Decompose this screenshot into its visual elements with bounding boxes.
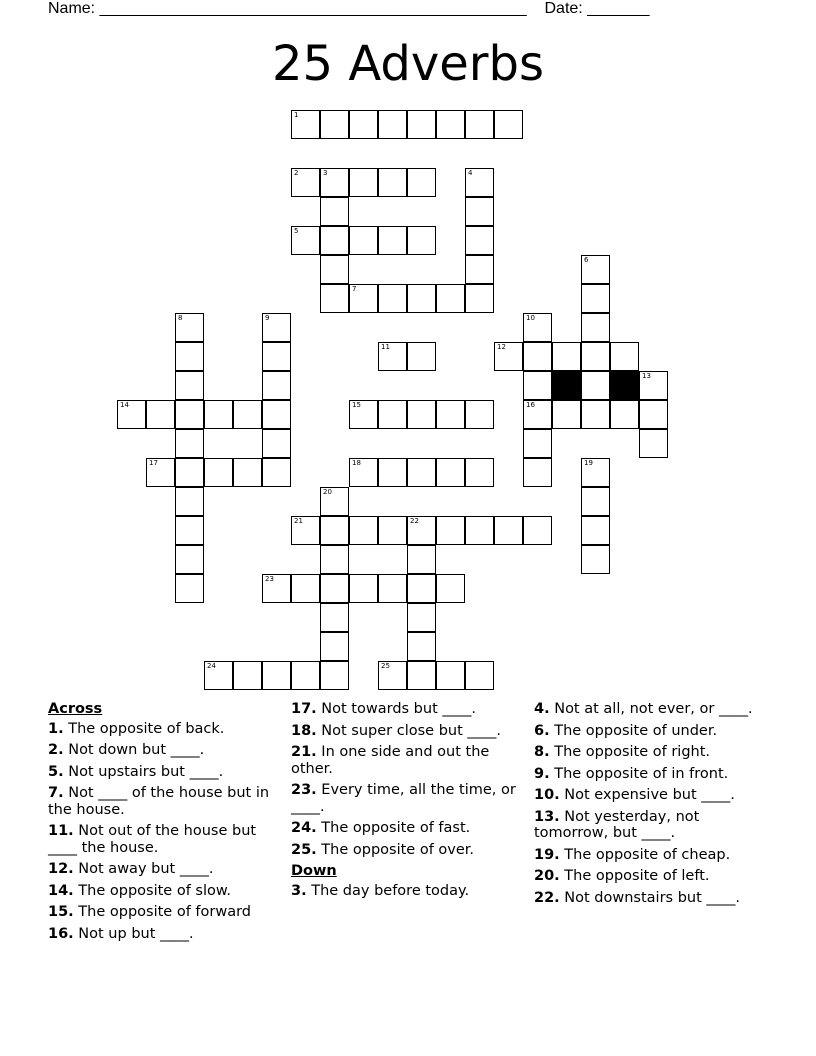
clue-number: 5	[294, 227, 299, 235]
answer-square[interactable]	[436, 574, 465, 603]
answer-square[interactable]	[407, 110, 436, 139]
answer-square[interactable]	[291, 574, 320, 603]
clue-number: 21	[294, 517, 303, 525]
answer-square[interactable]	[465, 284, 494, 313]
clue-down-6: 6. The opposite of under.	[534, 722, 718, 739]
answer-square[interactable]	[378, 516, 407, 545]
clue-across-21: 21. In one side and out the other.	[291, 744, 490, 777]
clue-across-1: 1. The opposite of back.	[48, 720, 225, 737]
answer-square[interactable]	[175, 429, 204, 458]
answer-square[interactable]	[639, 371, 668, 400]
clue-number: 24	[207, 662, 216, 670]
answer-square[interactable]	[523, 400, 552, 429]
answer-square[interactable]	[378, 661, 407, 690]
clue-number: 1	[294, 111, 299, 119]
answer-square[interactable]	[320, 516, 349, 545]
clue-number: 16	[526, 401, 535, 409]
answer-square[interactable]	[349, 284, 378, 313]
answer-square[interactable]	[233, 458, 262, 487]
answer-square[interactable]	[175, 313, 204, 342]
answer-square[interactable]	[204, 458, 233, 487]
clue-number: 6	[584, 256, 589, 264]
answer-square[interactable]	[581, 284, 610, 313]
answer-square[interactable]	[436, 400, 465, 429]
clue-number: 22	[410, 517, 419, 525]
answer-square[interactable]	[436, 284, 465, 313]
answer-square[interactable]	[291, 516, 320, 545]
answer-square[interactable]	[349, 516, 378, 545]
answer-square[interactable]	[523, 313, 552, 342]
answer-square[interactable]	[407, 226, 436, 255]
clue-across-14: 14. The opposite of slow.	[48, 882, 231, 899]
clue-down-4: 4. Not at all, not ever, or ____.	[534, 701, 753, 717]
answer-square[interactable]	[175, 371, 204, 400]
answer-square[interactable]	[291, 226, 320, 255]
clue-number: 13	[642, 372, 651, 380]
answer-square[interactable]	[465, 197, 494, 226]
clue-number: 20	[323, 488, 332, 496]
answer-square[interactable]	[349, 226, 378, 255]
answer-square[interactable]	[320, 255, 349, 284]
answer-square[interactable]	[581, 342, 610, 371]
answer-square[interactable]	[465, 226, 494, 255]
answer-square[interactable]	[552, 400, 581, 429]
answer-square[interactable]	[494, 516, 523, 545]
clue-across-18: 18. Not super close but ____.	[291, 722, 502, 739]
page-title: 25 Adverbs	[272, 36, 544, 92]
clue-across-7: 7. Not ____ of the house but in the house.	[48, 785, 270, 818]
answer-square[interactable]	[436, 516, 465, 545]
answer-square[interactable]	[378, 226, 407, 255]
answer-square[interactable]	[465, 661, 494, 690]
answer-square[interactable]	[465, 168, 494, 197]
answer-square[interactable]	[349, 168, 378, 197]
answer-square[interactable]	[291, 110, 320, 139]
answer-square[interactable]	[465, 110, 494, 139]
answer-square[interactable]	[523, 371, 552, 400]
answer-square[interactable]	[523, 516, 552, 545]
clue-across-16: 16. Not up but ____.	[48, 925, 194, 942]
answer-square[interactable]	[610, 400, 639, 429]
answer-square[interactable]	[407, 632, 436, 661]
clue-number: 10	[526, 314, 535, 322]
answer-square[interactable]	[581, 516, 610, 545]
answer-square[interactable]	[407, 545, 436, 574]
answer-square[interactable]	[320, 197, 349, 226]
answer-square[interactable]	[175, 400, 204, 429]
clue-number: 14	[120, 401, 129, 409]
answer-square[interactable]	[146, 400, 175, 429]
clue-down-20: 20. The opposite of left.	[534, 868, 710, 884]
answer-square[interactable]	[233, 400, 262, 429]
answer-square[interactable]	[494, 342, 523, 371]
answer-square[interactable]	[581, 458, 610, 487]
clue-down-9: 9. The opposite of in front.	[534, 765, 729, 782]
answer-square[interactable]	[407, 168, 436, 197]
answer-square[interactable]	[581, 487, 610, 516]
date-label: Date:	[544, 0, 583, 17]
shaded-square	[552, 371, 581, 400]
clue-across-5: 5. Not upstairs but ____.	[48, 763, 224, 780]
answer-square[interactable]	[262, 313, 291, 342]
answer-square[interactable]	[581, 313, 610, 342]
answer-square[interactable]	[349, 458, 378, 487]
answer-square[interactable]	[320, 603, 349, 632]
name-blank[interactable]: ________________________________________________	[99, 0, 527, 17]
answer-square[interactable]	[378, 110, 407, 139]
answer-square[interactable]	[320, 284, 349, 313]
answer-square[interactable]	[407, 458, 436, 487]
answer-square[interactable]	[175, 487, 204, 516]
answer-square[interactable]	[175, 516, 204, 545]
answer-square[interactable]	[320, 574, 349, 603]
answer-square[interactable]	[378, 168, 407, 197]
answer-square[interactable]	[523, 429, 552, 458]
answer-square[interactable]	[291, 661, 320, 690]
answer-square[interactable]	[146, 458, 175, 487]
answer-square[interactable]	[175, 342, 204, 371]
clue-number: 17	[149, 459, 158, 467]
answer-square[interactable]	[320, 661, 349, 690]
clue-across-25: 25. The opposite of over.	[291, 841, 475, 858]
answer-square[interactable]	[175, 458, 204, 487]
across-heading: Across	[48, 701, 103, 717]
answer-square[interactable]	[262, 400, 291, 429]
clue-number: 2	[294, 169, 299, 177]
answer-square[interactable]	[436, 110, 465, 139]
answer-square[interactable]	[465, 255, 494, 284]
clue-number: 18	[352, 459, 361, 467]
clue-across-17: 17. Not towards but ____.	[291, 701, 476, 717]
answer-square[interactable]	[320, 545, 349, 574]
clue-across-12: 12. Not away but ____.	[48, 861, 214, 877]
clue-number: 23	[265, 575, 274, 583]
answer-square[interactable]	[436, 661, 465, 690]
answer-square[interactable]	[117, 400, 146, 429]
answer-square[interactable]	[320, 487, 349, 516]
date-blank[interactable]: _______	[587, 0, 650, 17]
clue-column-1	[48, 701, 283, 947]
clue-down-3: 3. The day before today.	[291, 882, 470, 899]
answer-square[interactable]	[407, 661, 436, 690]
clue-number: 7	[352, 285, 357, 293]
answer-square[interactable]	[262, 574, 291, 603]
answer-square[interactable]	[204, 400, 233, 429]
answer-square[interactable]	[262, 458, 291, 487]
answer-square[interactable]	[378, 400, 407, 429]
clue-number: 3	[323, 169, 328, 177]
answer-square[interactable]	[349, 110, 378, 139]
clue-number: 15	[352, 401, 361, 409]
clue-column-3	[534, 701, 766, 911]
clue-down-19: 19. The opposite of cheap.	[534, 846, 731, 863]
clue-across-24: 24. The opposite of fast.	[291, 820, 471, 836]
answer-square[interactable]	[523, 342, 552, 371]
answer-square[interactable]	[378, 458, 407, 487]
clue-down-13: 13. Not yesterday, not tomorrow, but ____.	[534, 808, 700, 841]
answer-square[interactable]	[204, 661, 233, 690]
clue-down-22: 22. Not downstairs but ____.	[534, 889, 741, 906]
answer-square[interactable]	[436, 458, 465, 487]
answer-square[interactable]	[407, 342, 436, 371]
answer-square[interactable]	[262, 429, 291, 458]
answer-square[interactable]	[320, 226, 349, 255]
answer-square[interactable]	[407, 574, 436, 603]
clue-number: 25	[381, 662, 390, 670]
answer-square[interactable]	[175, 574, 204, 603]
answer-square[interactable]	[262, 661, 291, 690]
answer-square[interactable]	[233, 661, 262, 690]
answer-square[interactable]	[262, 342, 291, 371]
answer-square[interactable]	[610, 342, 639, 371]
answer-square[interactable]	[262, 371, 291, 400]
answer-square[interactable]	[465, 458, 494, 487]
answer-square[interactable]	[639, 400, 668, 429]
answer-square[interactable]	[581, 545, 610, 574]
clue-number: 11	[381, 343, 390, 351]
answer-square[interactable]	[320, 168, 349, 197]
answer-square[interactable]	[552, 342, 581, 371]
answer-square[interactable]	[523, 458, 552, 487]
clue-number: 12	[497, 343, 506, 351]
answer-square[interactable]	[320, 632, 349, 661]
clue-number: 9	[265, 314, 270, 322]
answer-square[interactable]	[378, 342, 407, 371]
answer-square[interactable]	[378, 574, 407, 603]
clue-across-23: 23. Every time, all the time, or ____.	[291, 782, 516, 815]
answer-square[interactable]	[291, 168, 320, 197]
clue-number: 19	[584, 459, 593, 467]
shaded-square	[610, 371, 639, 400]
answer-square[interactable]	[581, 255, 610, 284]
answer-square[interactable]	[349, 574, 378, 603]
answer-square[interactable]	[465, 516, 494, 545]
clue-across-2: 2. Not down but ____.	[48, 742, 205, 758]
clue-down-10: 10. Not expensive but ____.	[534, 787, 735, 803]
answer-square[interactable]	[581, 400, 610, 429]
name-label: Name:	[48, 0, 96, 17]
answer-square[interactable]	[407, 400, 436, 429]
clue-number: 8	[178, 314, 183, 322]
answer-square[interactable]	[407, 603, 436, 632]
answer-square[interactable]	[320, 110, 349, 139]
answer-square[interactable]	[175, 545, 204, 574]
clue-number: 4	[468, 169, 473, 177]
answer-square[interactable]	[407, 284, 436, 313]
answer-square[interactable]	[494, 110, 523, 139]
down-heading: Down	[291, 863, 337, 879]
answer-square[interactable]	[639, 429, 668, 458]
answer-square[interactable]	[349, 400, 378, 429]
clue-across-11: 11. Not out of the house but ____ the house.	[48, 823, 257, 856]
clue-column-2	[291, 701, 521, 904]
answer-square[interactable]	[378, 284, 407, 313]
clue-down-8: 8. The opposite of right.	[534, 744, 711, 760]
answer-square[interactable]	[465, 400, 494, 429]
answer-square[interactable]	[581, 371, 610, 400]
answer-square[interactable]	[407, 516, 436, 545]
clue-across-15: 15. The opposite of forward	[48, 904, 252, 920]
